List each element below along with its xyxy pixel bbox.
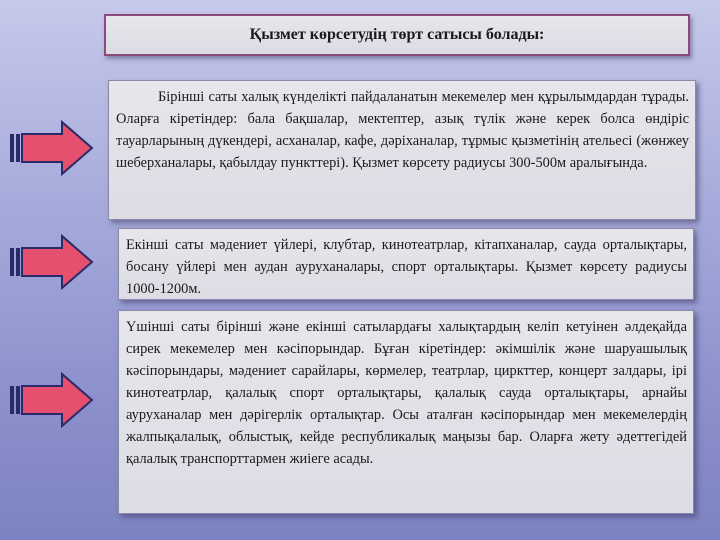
stage-2-text: Екінші саты мәдениет үйлері, клубтар, кинотеатрлар, кітапханалар, сауда орталықтары, босану үйлері мен аудан ауруханалары, спорт орталықтары. Қызмет көрсету радиусы 1000-1200м.: [126, 237, 687, 297]
stage-3-box: [118, 310, 694, 514]
right-arrow-icon: [10, 234, 94, 290]
right-arrow-icon: [10, 372, 94, 428]
stage-1-text: Бірінші саты халық күнделікті пайдаланатын мекемелер мен құрылымдардан тұрады. Оларға кіретіндер: бала бақшалар, мектептер, азық түлік және керек болса өндіріс тауарларының дүкендері, асханалар, кафе, дәріханалар, тұрмыс қызметінің ательесі (жөнжеу шеберханалары, қабылдау пункттері). Қызмет көрсету радиусы 300-500м аралығында.: [116, 89, 689, 171]
stage-2-box: [118, 228, 694, 300]
slide-title-text: Қызмет көрсетудің төрт сатысы болады:: [249, 26, 545, 43]
stage-1-box: [108, 80, 696, 220]
stage-3-text: Үшінші саты бірінші және екінші сатылардағы халықтардың келіп кетуінен әлдеқайда сирек мекемелер мен кәсіпорындар. Бұған кіретіндер: әкімшілік және шаруашылық кәсіпорындары, мәдениет сарайлары, көрмелер, театрлар, циркттер, концерт залдары, ірі кинотеатрлар, қалалық спорт орталықтары, қалалық сауда орталықтары, арнайы ауруханалар мен дәрігерлік орталықтар. Осы аталған кәсіпорындар мен мекемелердің жалпықалалық, облыстық, кейде республикалық маңызы бар. Оларға жету әдеттегідей қалалық транспорттармен жиіеге асады.: [126, 319, 687, 467]
slide-title: [104, 14, 690, 56]
right-arrow-icon: [10, 120, 94, 176]
